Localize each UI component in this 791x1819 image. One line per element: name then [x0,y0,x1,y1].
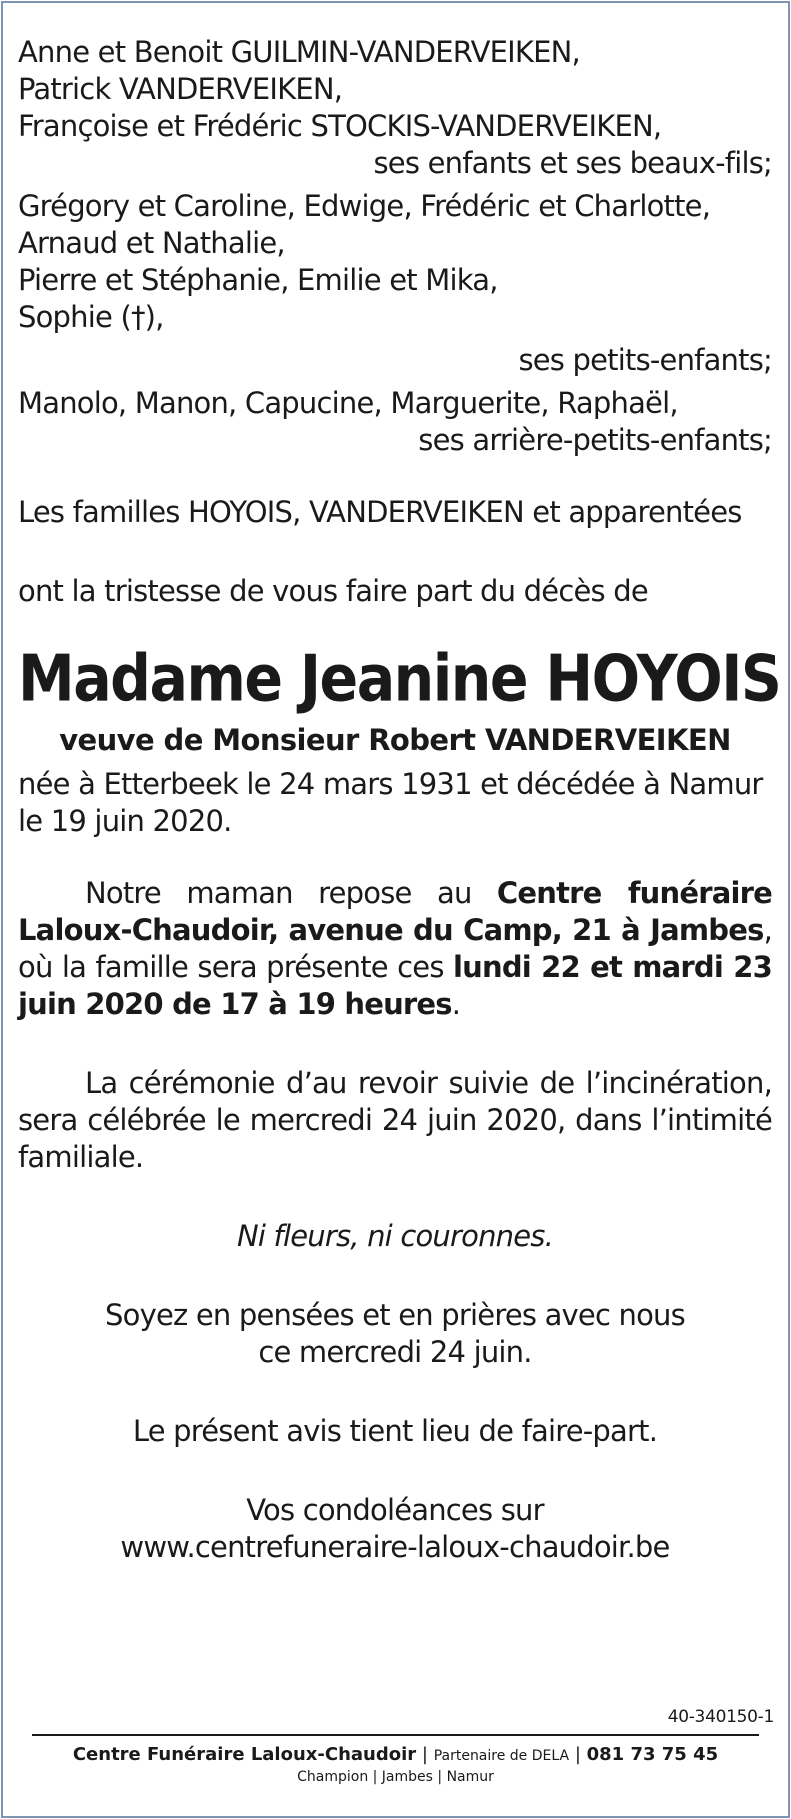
funeral-home-towns: Champion | Jambes | Namur [297,1769,494,1785]
children-label: ses enfants et ses beaux-fils; [373,146,772,180]
deceased-name: Madame Jeanine HOYOIS [18,642,781,716]
widow-of: veuve de Monsieur Robert VANDERVEIKEN [59,723,731,757]
flowers-note: Ni fleurs, ni couronnes. [236,1219,554,1253]
funeral-home-footer [20,1743,771,1768]
birth-death: née à Etterbeek le 24 mars 1931 et décédée à Namur le 19 juin 2020. [18,767,763,838]
grandchildren-line-3: Pierre et Stéphanie, Emilie et Mika, [18,263,498,297]
grandchildren-line-4: Sophie (†), [18,300,164,334]
announcement: ont la tristesse de vous faire part du décès de [18,574,648,608]
reference-number: 40-340150-1 [667,1707,774,1727]
funeral-home-name: Centre Funéraire Laloux-Chaudoir [72,1744,417,1765]
notice-note: Le présent avis tient lieu de faire-part. [132,1414,658,1448]
families-line: Les familles HOYOIS, VANDERVEIKEN et apparentées [18,495,742,529]
great-grandchildren-label: ses arrière-petits-enfants; [418,423,772,457]
footer-divider [32,1734,759,1736]
phone-number[interactable]: 081 73 75 45 [586,1744,719,1765]
condolences-url[interactable]: www.centrefuneraire-laloux-chaudoir.be [120,1530,670,1564]
rest-paragraph [18,875,772,1023]
children-line-3: Françoise et Frédéric STOCKIS-VANDERVEIKEN, [18,109,662,143]
partner: Partenaire de DELA [433,1748,570,1764]
grandchildren-line-1: Grégory et Caroline, Edwige, Frédéric et Charlotte, [18,189,711,223]
separator: | [421,1744,434,1765]
children-line-1: Anne et Benoit GUILMIN-VANDERVEIKEN, [18,35,580,69]
grandchildren-line-2: Arnaud et Nathalie, [18,226,285,260]
great-grandchildren: Manolo, Manon, Capucine, Marguerite, Raphaël, [18,386,678,420]
condolences-label: Vos condoléances sur [246,1493,544,1527]
rest-middle: , où la famille sera présente ces [18,913,772,984]
rest-intro: Notre maman repose au [85,876,497,910]
children-line-2: Patrick VANDERVEIKEN, [18,72,343,106]
separator: | [574,1744,587,1765]
death-notice [18,34,781,1566]
rest-dates: lundi 22 et mardi 23 juin 2020 de 17 à 19 heures [18,950,772,1021]
rest-end: . [451,987,461,1021]
prayers-line-1: Soyez en pensées et en prières avec nous [105,1298,685,1332]
grandchildren-label: ses petits-enfants; [518,343,772,377]
rest-place: Centre funéraire Laloux-Chaudoir, avenue du Camp, 21 à Jambes [18,876,772,947]
ceremony-paragraph: La cérémonie d’au revoir suivie de l’incinération, sera célébrée le mercredi 24 juin 2020, dans l’intimité familiale. [18,1066,772,1174]
prayers-line-2: ce mercredi 24 juin. [258,1335,532,1369]
